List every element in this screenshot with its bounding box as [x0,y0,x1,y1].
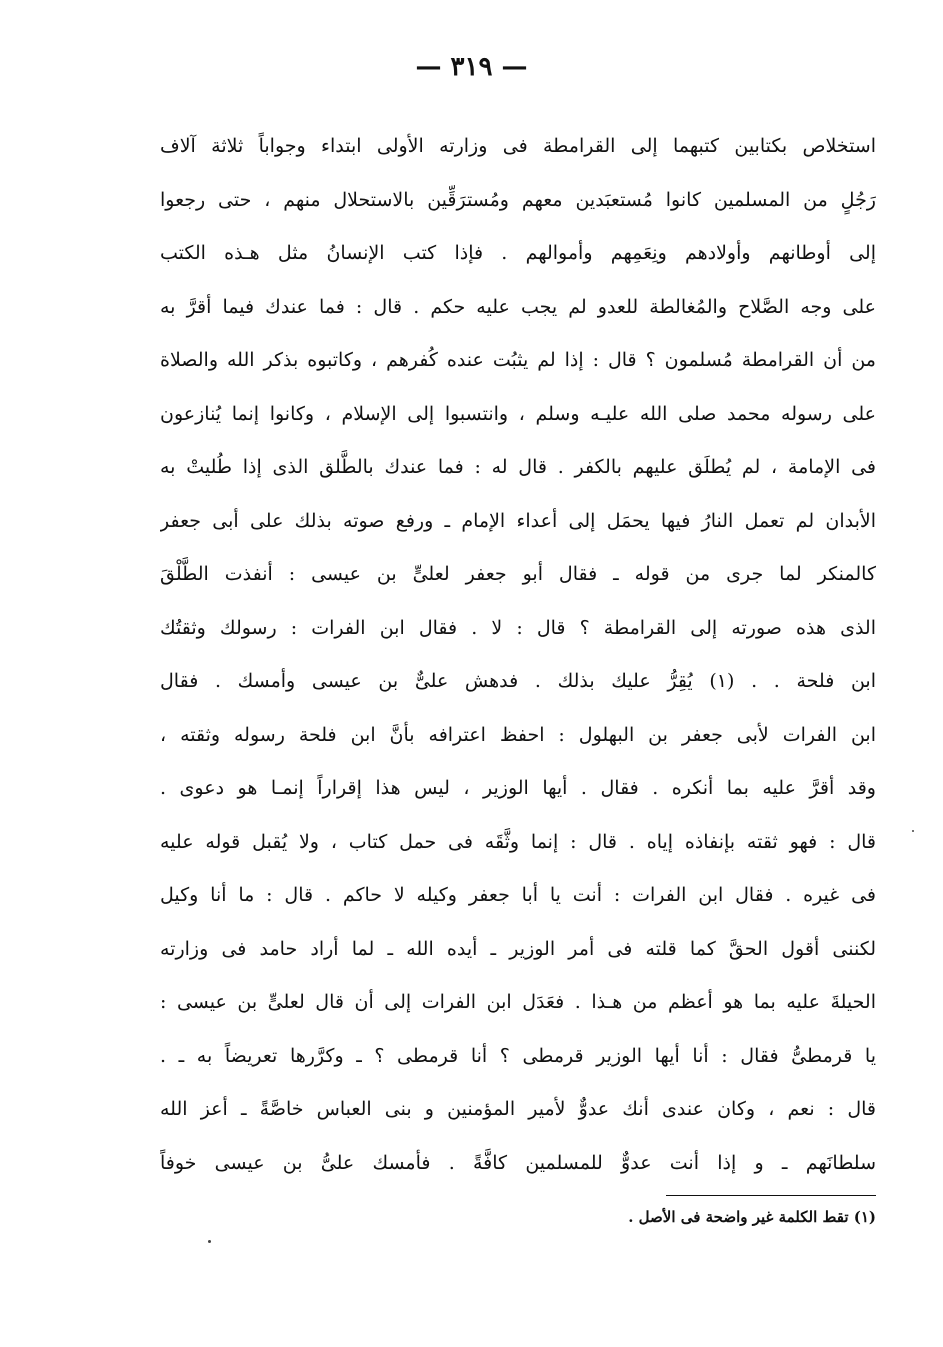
text-line: كالمنكر لما جرى من قوله ـ فقال أبو جعفر لعلىٍّ بن عيسى : أنفذت الطَّلْقَ [160,563,876,585]
text-line: فى غيره . فقال ابن الفرات : أنت يا أبا جعفر وكيله لا حاكم . قال : ما أنا وكيل [160,884,876,906]
text-line: الحيلةَ عليه بما هو أعظم من هـذا . فعَدَل ابن الفرات إلى أن قال لعلىٍّ بن عيسى : [160,991,876,1013]
text-line: على رسوله محمد صلى الله عليـه وسلم ، وانتسبوا إلى الإسلام ، وكانوا إنما يُنازعون [160,402,876,425]
body-text [160,120,876,1190]
scan-speck [912,830,914,832]
text-line: وقد أقرَّ عليه بما أنكره . فقال . أيها الوزير ، ليس هذا إقراراً إنمـا هو دعوى . [160,777,876,799]
text-line: قال : نعم ، وكان عندى أنك عدوٌّ لأمير المؤمنين و بنى العباس خاصَّةً ـ أعز الله [160,1098,876,1120]
text-line: ابن فلحة . . (١) يُقِرُّ عليك بذلك . فدهش علىٌّ بن عيسى وأمسك . فقال [160,670,876,692]
text-line: رَجُلٍ من المسلمين كانوا مُستعبَدين معهم ومُسترَقِّين بالاستحلال منهم ، حتى رجعوا [160,188,876,211]
text-line: لكننى أقول الحقَّ كما قلته فى أمر الوزير ـ أيده الله ـ لما أراد حامد فى وزارته [160,937,876,960]
text-line: من أن القرامطة مُسلمون ؟ قال : إذا لم يثبُت عنده كُفرهم ، وكاتبوه بذكر الله والصلاة [160,349,876,371]
text-line: الذى هذه صورته إلى القرامطة ؟ قال : لا . فقال ابن الفرات : رسولك وثقتُك [160,616,876,639]
text-line: إلى أوطانهم وأولادهم ونِعَمِهم وأموالهم . فإذا كتب الإنسانُ مثل هـذه الكتب [160,242,876,264]
text-line: الأبدان لم تعمل النارُ فيها يحمَل إلى أعداء الإمام ـ ورفع صوته بذلك على أبى جعفر [160,509,876,532]
footnote: (١) تقط الكلمة غير واضحة فى الأصل . [628,1208,876,1226]
text-line: يا قرمطىُّ فقال : أنا أيها الوزير قرمطى ؟ أنا قرمطى ؟ ـ وكرَّرها تعريضاً به ـ . [160,1044,876,1067]
text-line: فى الإمامة ، لم يُطلَق عليهم بالكفر . قال له : فما عندك بالطَّلق الذى إذا طُليتْ به [160,456,876,478]
footnote-divider [666,1195,876,1196]
text-line: على وجه الصَّلاح والمُغالطة للعدو لم يجب عليه حكم . قال : فما عندك فيما أقرَّ به [160,295,876,318]
text-line: استخلاص بكتابين كتبهما إلى القرامطة فى وزارته الأولى ابتداء وجواباً ثلاثة آلاف [160,135,876,157]
page-number: — ٣١٩ — [415,52,528,82]
scan-speck [208,1240,211,1243]
text-line: سلطانَهم ـ و إذا أنت عدوٌّ للمسلمين كافَّةً . فأمسك علىُّ بن عيسى خوفاً [160,1151,876,1174]
text-line: ابن الفرات لأبى جعفر بن البهلول : احفظ اعترافه بأنَّ ابن فلحة رسوله وثقته ، [160,723,876,746]
text-line: قال : فهو ثقته بإنفاذه إياه . قال : إنما وثَّقَه فى حمل كتاب ، ولا يُقبل قوله عليه [160,830,876,853]
